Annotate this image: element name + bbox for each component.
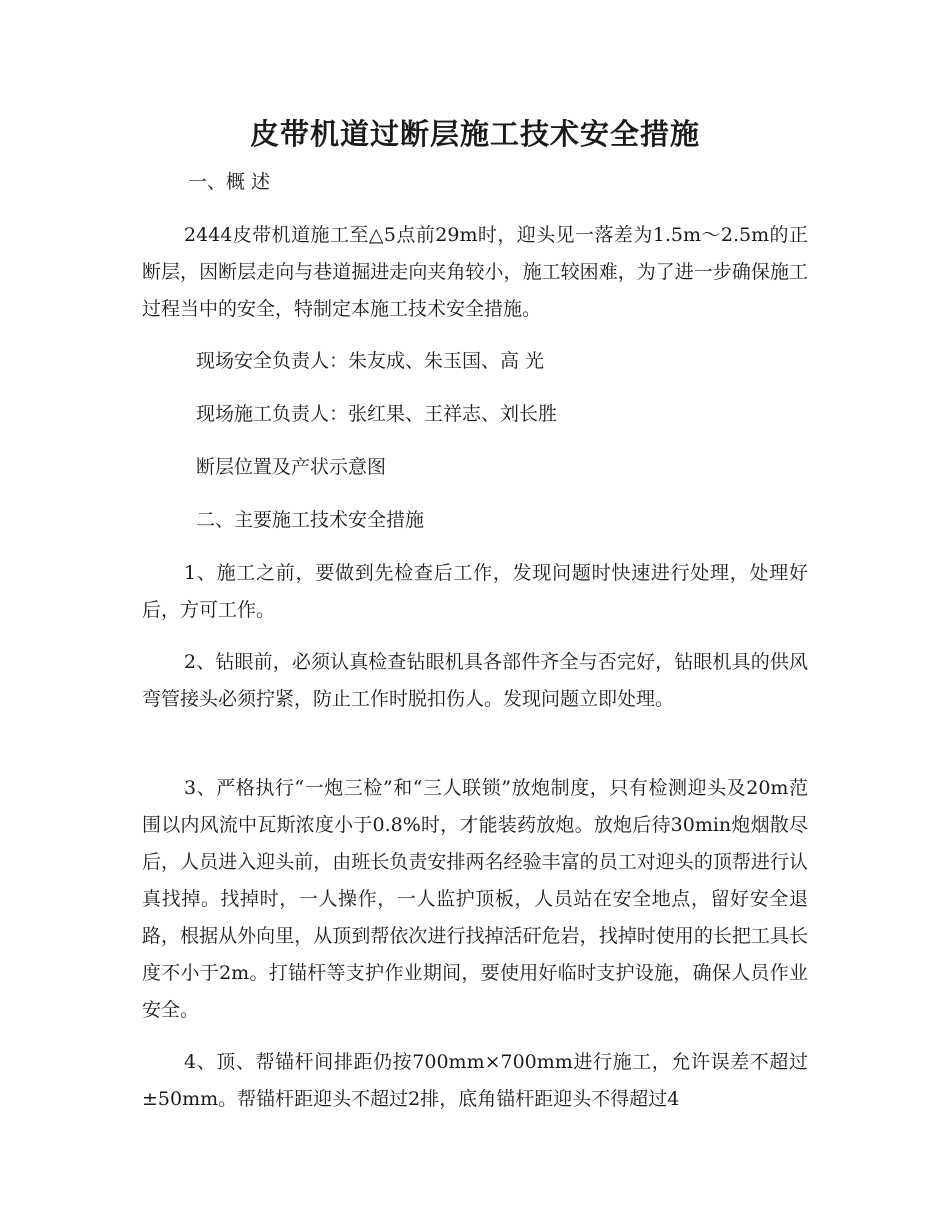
construction-responsible-line: 现场施工负责人：张红果、王祥志、刘长胜 (196, 403, 558, 425)
measure-item-3: 3、严格执行“一炮三检”和“三人联锁”放炮制度，只有检测迎头及20m范围以内风流中瓦斯浓度小于0.8%时，才能装药放炮。放炮后待30min炮烟散尽后，人员进入迎头前，由班长负责安排两名经验丰富的员工对迎头的顶帮进行认真找掉。找掉时，一人操作，一人监护顶板，人员站在安全地点，留好安全退路，根据从外向里，从顶到帮依次进行找掉活矸危岩，找掉时使用的长把工具长度不小于2m。打锚杆等支护作业期间，要使用好临时支护设施，确保人员作业安全。 (142, 777, 808, 1021)
overview-paragraph: 2444皮带机道施工至△5点前29m时，迎头见一落差为1.5m～2.5m的正断层，因断层走向与巷道掘进走向夹角较小，施工较困难，为了进一步确保施工过程当中的安全，特制定本施工技术安全措施。 (142, 224, 808, 320)
measure-item-2: 2、钻眼前，必须认真检查钻眼机具各部件齐全与否完好，钻眼机具的供风弯管接头必须拧紧，防止工作时脱扣伤人。发现问题立即处理。 (142, 651, 808, 710)
section-heading-overview: 一、概 述 (188, 171, 271, 193)
diagram-caption: 断层位置及产状示意图 (196, 456, 387, 478)
safety-responsible-line: 现场安全负责人：朱友成、朱玉国、高 光 (196, 350, 545, 372)
section-heading-measures: 二、主要施工技术安全措施 (196, 509, 425, 531)
measure-item-4: 4、顶、帮锚杆间排距仍按700mm×700mm进行施工，允许误差不超过±50mm。帮锚杆距迎头不超过2排，底角锚杆距迎头不得超过4 (142, 1051, 808, 1110)
measure-item-1: 1、施工之前，要做到先检查后工作，发现问题时快速进行处理，处理好后，方可工作。 (142, 562, 808, 621)
document-title: 皮带机道过断层施工技术安全措施 (249, 117, 700, 151)
